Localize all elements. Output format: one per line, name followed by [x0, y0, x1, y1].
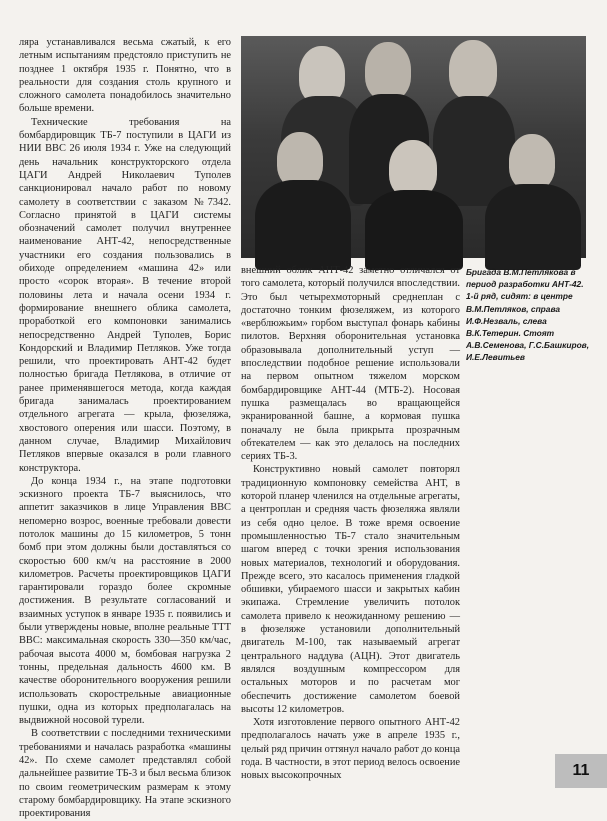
person-head	[365, 42, 411, 100]
paragraph: Технические требования на бомбардировщик ТБ-7 поступили в ЦАГИ из НИИ ВВС 26 июля 1934 г. Уже на следующий день начальник конструкторского отдела ЦАГИ Андрей Николаевич Туполев санкционировал начало работ по новому самолету в соответствии с заказом №7342. Согласно принятой в ЦАГИ системы обозначений самолет получил внутреннее наименование АНТ-42, непосредственные участники его создания пользовались в обиходе определением «машина 42» или просто «сорок вторая». В течение второй половины лета и начала осени 1934 г. формирование внешнего облика самолета, проработкой его компоновки занимались непосредственно Андрей Туполев, Борис Кондорский и Владимир Петляков. Уже тогда решили, что проектировать АНТ-42 будет полностью бригада Петлякова, в отличие от ранее применявшегося метода, когда каждая бригада занималась проектированием отдельного агрегата — крыла, фюзеляжа, хвостового оперения или шасси. Поэтому, в данном случае, Владимир Михайлович Петляков впервые оказался в роли главного конструктора.	[19, 116, 231, 474]
paragraph: Конструктивно новый самолет повторял традиционную компоновку семейства АНТ, в которой планер членился на отдельные агрегаты, а центроплан и средняя часть фюзеляжа являли из себя одно целое. В тоже время освоение промышленностью ТБ-7 стало значительным шагом вперед с точки зрения использования новых материалов, технологий и оборудования. Прежде всего, это касалось применения гладкой обшивки, убираемого шасси и закрытых кабин экипажа. Стремление увеличить потолок самолета привело к неожиданному решению — в фюзеляже установили дополнительный двигатель М-100, так называемый агрегат центрального наддува (АЦН). Этот двигатель являлся воздушным компрессором для остальных моторов и по расчетам мог обеспечить достижение самолетом боевой высоты 12 километров.	[241, 464, 460, 715]
person-head	[509, 134, 555, 190]
paragraph: ляра устанавливался весьма сжатый, к его летным испытаниям предстояло приступить не позднее 1 октября 1935 г. Понятно, что в реальности для создания столь крупного и сложного самолета понадобилось значительно больше времени.	[19, 37, 231, 115]
person-body	[485, 184, 581, 270]
paragraph: внешний облик АНТ-42 заметно отличался от того самолета, который получился впоследствии. Это был четырехмоторный среднеплан с достаточно тонким фюзеляжем, из которого «верблюжьим» горбом выступал фонарь кабины пилотов. Верхняя оборонительная установка образовывала дополнительный уступ — впоследствии подобное решение использовали на первом опытном тяжелом морском бомбардировщике АНТ-44 (МТБ-2). Носовая пушка размещалась во вращающейся экранированной башне, а кормовая пушка поначалу не была прикрыта прозрачным обтекателем — как это делалось на последних сериях ТБ-3.	[241, 265, 460, 463]
page-number: 11	[555, 754, 607, 788]
person-body	[365, 190, 463, 270]
person-body	[255, 180, 351, 270]
group-photo	[241, 36, 586, 258]
paragraph: До конца 1934 г., на этапе подготовки эскизного проекта ТБ-7 выяснилось, что аппетит заказчиков в лице Управления ВВС непомерно возрос, военные требовали довести потолок машины до 15 километров, 5 тонн бомб при этом должны были доставляться со скоростью 600 км/ч на расстояние в 2000 километров. Расчеты проектировщиков ЦАГИ гарантировали гораздо более скромные достижения. В результате согласований и взаимных уступок в январе 1935 г. появились и были утверждены новые, вполне реальные ТТТ ВВС: максимальная скорость 330—350 км/час, рабочая высота 4000 м, бомбовая нагрузка 2 тонны, предельная дальность 4600 км. В качестве оборонительного вооружения решили использовать скорострельные авиационные пушки, одна из которых предполагалась на выдвижной носовой турели.	[19, 475, 231, 727]
paragraph: Хотя изготовление первого опытного АНТ-42 предполагалось начать уже в апреле 1935 г., целый ряд причин оттянул начало работ до конца года. В частности, в этот период велось освоение новых высокопрочных	[241, 717, 460, 782]
person-head	[449, 40, 497, 100]
paragraph: В соответствии с последними техническими требованиями и началась разработка «машины 42». По схеме самолет представлял собой дальнейшее развитие ТБ-3 и был весьма близок по своим геометрическим размерам к этому старому бомбардировщику. На этапе эскизного проектирования	[19, 728, 231, 820]
photo-caption: Бригада В.М.Петлякова в период разработки АНТ-42. 1-й ряд, сидят: в центре В.М.Петляков, справа И.Ф.Незваль, слева В.К.Тетерин. Стоят А.В.Семенова, Г.С.Башкиров, И.Е.Левитьев	[466, 267, 590, 363]
middle-text-column	[241, 264, 460, 782]
left-text-column	[19, 36, 231, 820]
